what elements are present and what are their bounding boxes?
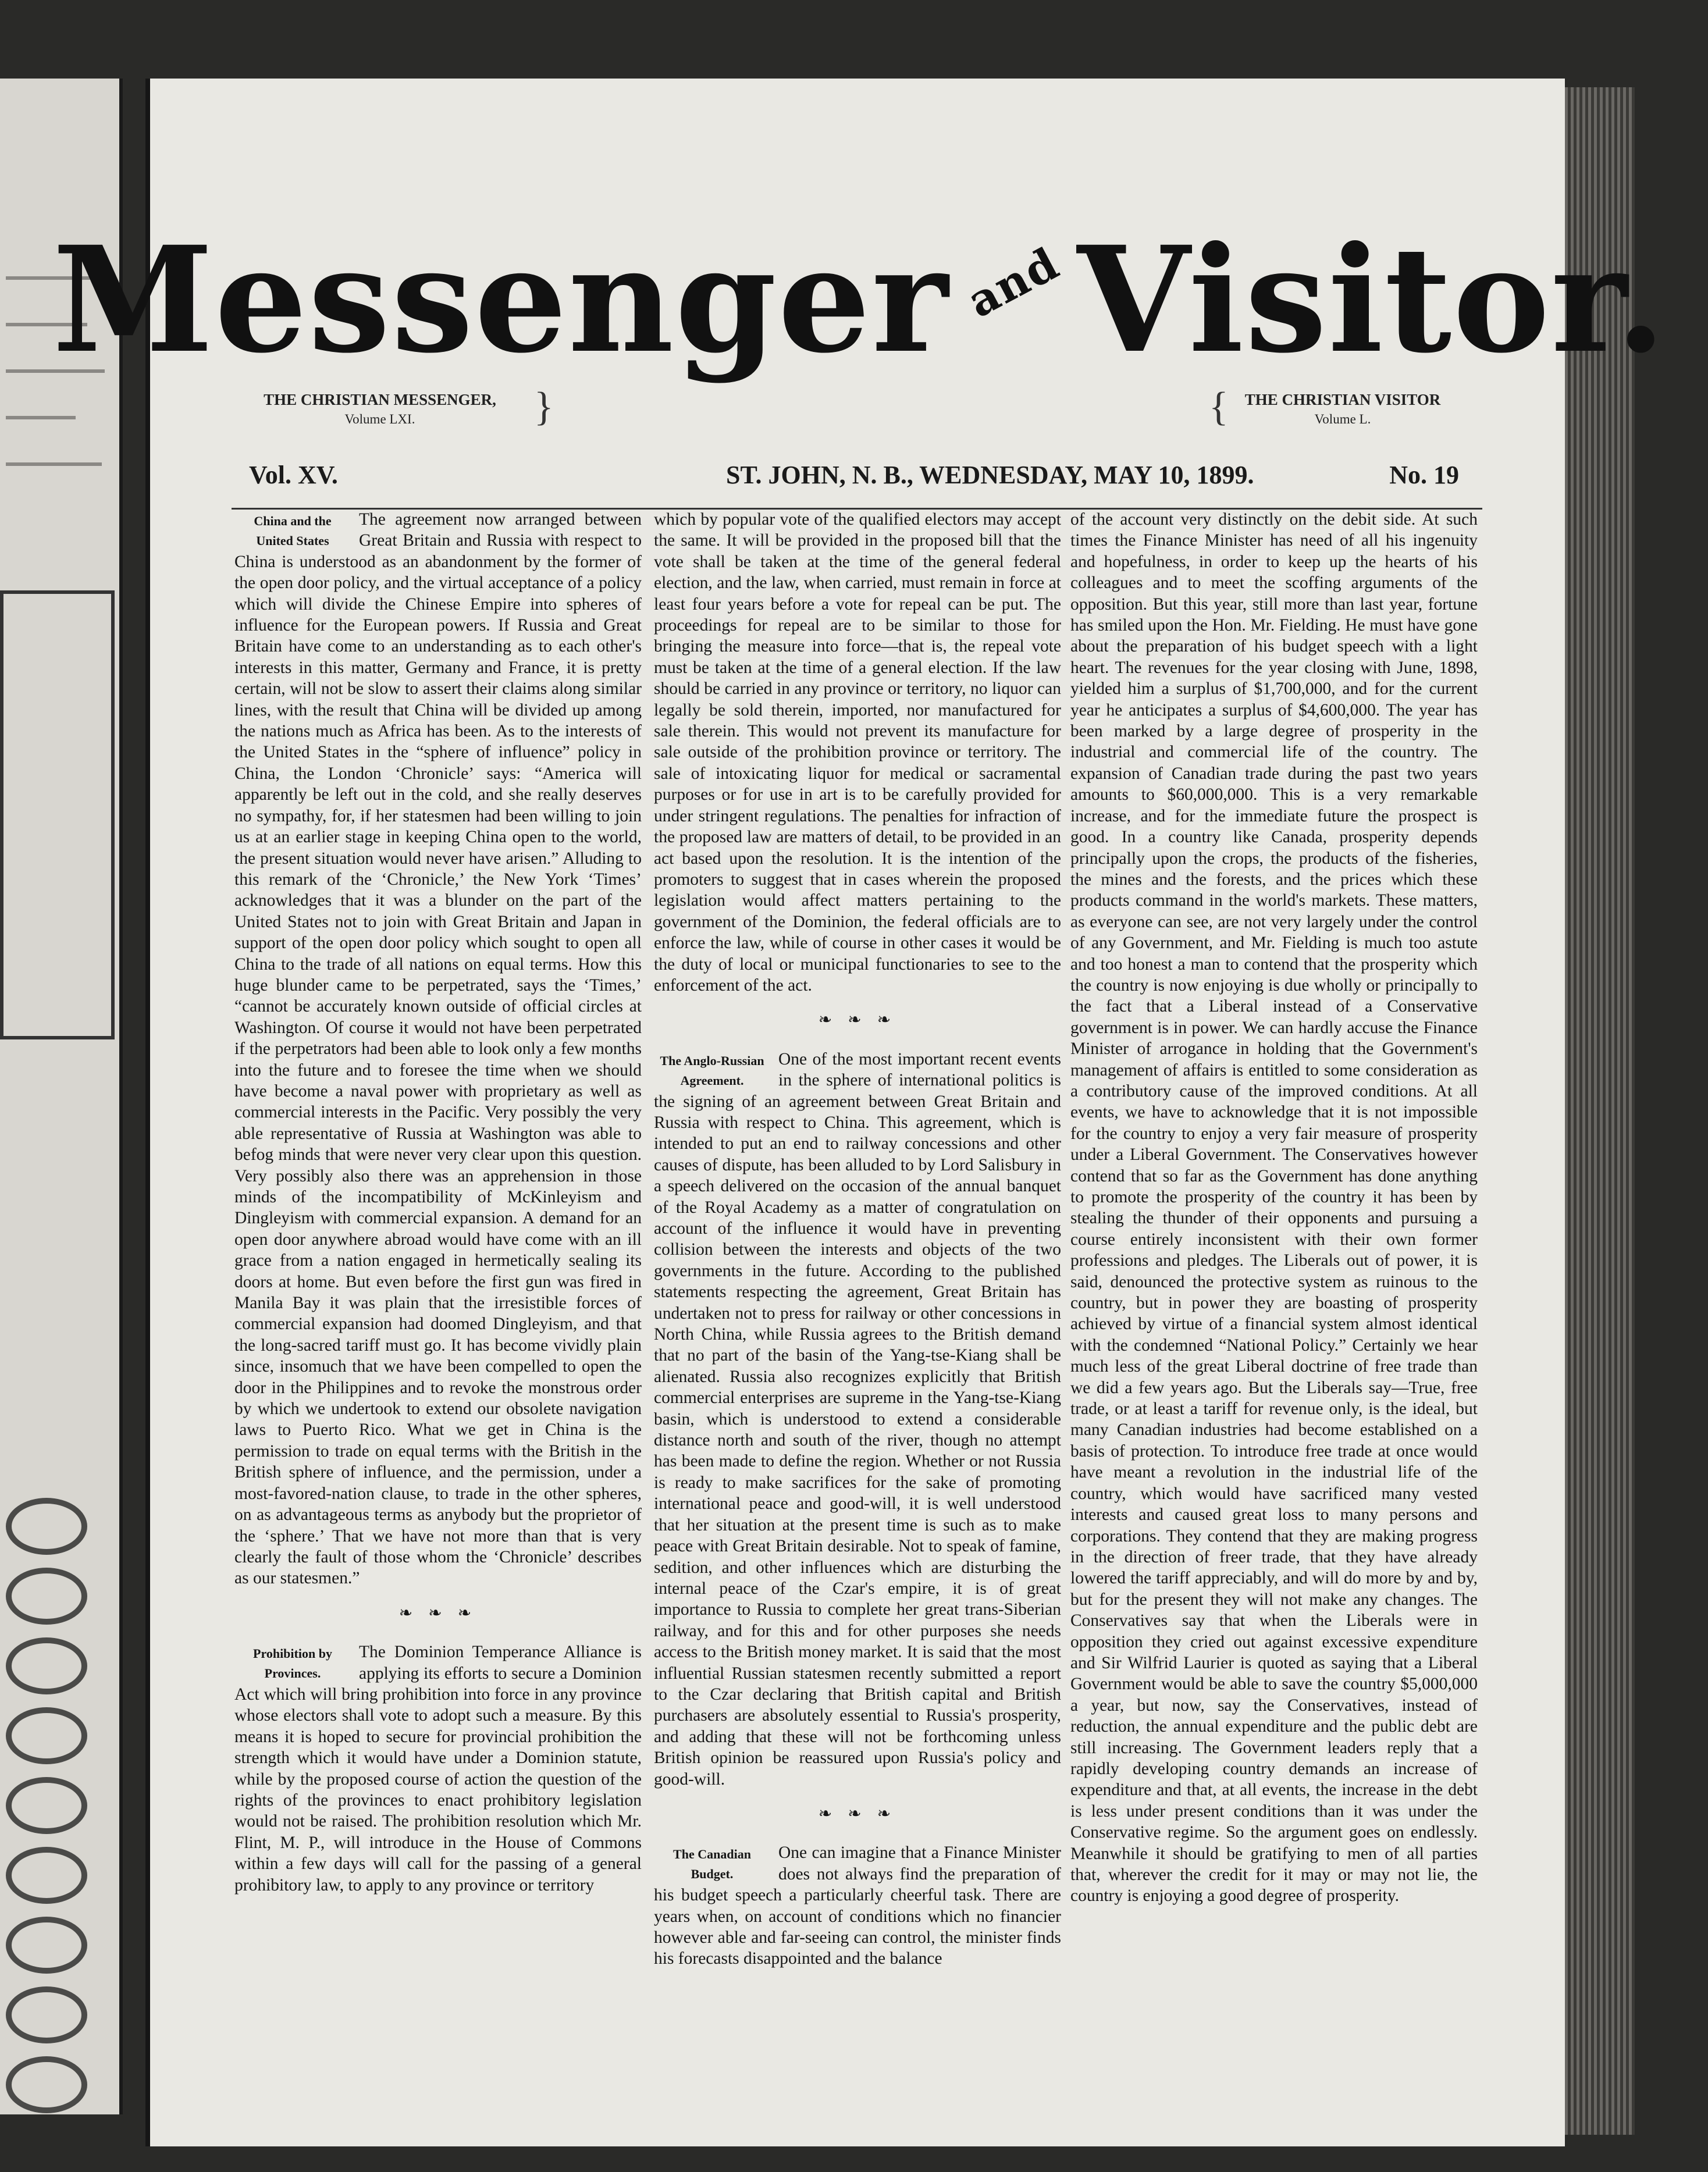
masthead-title-and: and — [959, 237, 1068, 327]
right-subtitle-name: THE CHRISTIAN VISITOR — [1244, 391, 1441, 408]
article-side-heading — [234, 511, 351, 551]
border-ornament — [6, 1986, 87, 2043]
article-body: The Dominion Temperance Alliance is applying its efforts to secure a Dominion Act which will bring prohibition into force in any province whose electors shall vote to adopt such a measure. By this means it is hoped to secure for provincial prohibition the strength which it would have under a Dominion statute, while by the proposed course of action the question of the rights of the provinces to enact prohibitory legislation would not be raised. The prohibition resolution which Mr. Flint, M. P., will introduce in the House of Commons within a few days will call for the passing of a general prohibitory law, to apply to any province or territory — [234, 1643, 642, 1895]
side-heading-line: China and the — [254, 514, 332, 528]
masthead-title — [52, 195, 1667, 404]
newspaper-page — [52, 79, 1667, 2146]
right-subtitle-volume: Volume L. — [1314, 412, 1371, 426]
article-body-continued: of the account very distinctly on the debit side. At such times the Finance Minister has need of all his ingenuity and hopefulness, in order to keep up the hearts of his colleagues and to meet the scoffing arguments of the opposition. But this year, still more than last year, fortune has smiled upon the Hon. Mr. Fielding. He must have gone about the preparation of his budget speech with a light heart. The revenues for the year closing with June, 1898, yielded him a surplus of $1,700,000, and for the current year he anticipates a surplus of $4,600,000. The year has been marked by a large degree of prosperity in the industrial and commercial life of the country. The expansion of Canadian trade during the past two years amounts to $60,000,000. This is a very remarkable increase, and for the immediate future the prospect is good. In a country like Canada, prosperity depends principally upon the crops, the products of the fisheries, the mines and the forests, and the prices which these products command in the world's markets. These matters, as everyone can see, are not very largely under the control of any Government, and Mr. Fielding is much too astute and too honest a man to contend that the prosperity which the country is now enjoying is due wholly or principally to the fact that a Liberal instead of a Conservative government is in power. We can hardly accuse the Finance Minister of arrogance in holding that the Government's management of affairs is entitled to some consideration as a contributory cause of the improved conditions. At all events, we have to acknowledge that it is not impossible for the country to enjoy a very fair measure of prosperity under a Liberal Government. The Conservatives however contend that so far as the Government has done anything to promote the prosperity of the country it has been by stealing the thunder of their opponents and pursuing a course entirely inconsistent with their own former professions and pledges. The Liberals out of power, it is said, denounced the protective system as ruinous to the country, but in power they are boasting of prosperity achieved by virtue of a financial system almost identical with the condemned “National Policy.” Certainly we hear much less of the great Liberal doctrine of free trade than we did a few years ago. But the Liberals say—True, free trade, or at least a tariff for revenue only, is the ideal, but many Canadian industries had become established on a basis of protection. To introduce free trade at once would have meant a revolution in the industrial life of the country, which would have sacrificed many vested interests and caused great loss to many persons and corporations. They contend that they are making progress in the direction of freer trade, that they have already lowered the tariff appreciably, and will do more by and by, but for the present they will not make any changes. The Conservatives say that when the Liberals were in opposition they cried out against excessive expenditure and Sir Wilfrid Laurier is quoted as saying that a Liberal Government would be able to save the country $5,000,000 a year, but now, say the Conservatives, instead of reduction, the annual expenditure and the public debt are still increasing. The Government leaders reply that a rapidly developing country demands an increase of expenditure and that, at all events, the increase in the debt is less under present conditions than it was under the Conservative regime. So the argument goes on endlessly. Meanwhile it should be gratifying to men of all parties that, wherever the credit for it may or may not lie, the country is enjoying a good degree of prosperity. — [1070, 510, 1478, 1906]
book-page-edges — [1565, 87, 1635, 2135]
place-date: ST. JOHN, N. B., WEDNESDAY, MAY 10, 1899. — [726, 461, 1254, 489]
article-body: The agreement now arranged between Great Britain and Russia with respect to China is understood as an abandonment by the former of the open door policy, and the virtual acceptance of a policy which will divide the Chinese Empire into spheres of influence for the European powers. If Russia and Great Britain have come to an understanding as to each other's interests in this matter, Germany and France, it is pretty certain, will not be slow to assert their claims along similar lines, with the result that China will be divided up among the nations much as Africa has been. As to the interests of the United States in the “sphere of influence” policy in China, the London ‘Chronicle’ says: “America will apparently be left out in the cold, and she really deserves no sympathy, for, if her statesmen had been willing to join us at an earlier stage in keeping China open to the world, the present situation would never have arisen.” Alluding to this remark of the ‘Chronicle,’ the New York ‘Times’ acknowledges that it was a blunder on the part of the United States not to join with Great Britain and Japan in support of the open door policy which sought to open all China to the trade of all nations on equal terms. How this huge blunder came to be perpetrated, says the ‘Times,’ “cannot be accurately known outside of official circles at Washington. Of course it would not have been perpetrated if the perpetrators had been able to look only a few months into the future and to foresee the time when we should have become a naval power with proprietary as well as commercial interests in the Pacific. Very possibly the very able representative of Russia at Washington was able to befog minds that were never very clear upon this question. Very possibly also there was an apprehension in those minds of the incompatibility of McKinleyism and Dingleyism with commercial expansion. A demand for an open door anywhere abroad would have come with an ill grace from a nation engaged in hermetically sealing its doors at home. But even before the first gun was fired in Manila Bay it was plain that the irresistible forces of commercial expansion had doomed Dingleyism, and that the long-sacred tariff must go. It has become vividly plain since, insomuch that we have been compelled to open the door in the Philippines and to revoke the monstrous order by which we undertook to extend our obsolete navigation laws to Puerto Rico. What we get in China is the permission to trade on equal terms with the British in the British sphere of influence, and the permission, under a most-favored-nation clause, to trade in the other spheres, on as advantageous terms as anybody but the proprietor of the ‘sphere.’ That we have not more than that is very clearly the fault of those whom the ‘Chronicle’ describes as our statesmen.” — [234, 510, 642, 1588]
volume-number: Vol. XV. — [249, 461, 338, 489]
article-body: One can imagine that a Finance Minister does not always find the preparation of his budget speech a particularly cheerful task. There are years when, on account of conditions which no financier however able and far-seeing can control, the minister finds his forecasts disappointed and the balance — [654, 1843, 1061, 1968]
border-ornament — [6, 1917, 87, 1974]
masthead-left-subtitle — [226, 390, 534, 429]
left-subtitle-name: THE CHRISTIAN MESSENGER, — [264, 391, 496, 408]
side-heading-line: United States — [256, 533, 329, 548]
left-subtitle-volume: Volume LXI. — [344, 412, 415, 426]
article-budget — [654, 1842, 1061, 1969]
adjacent-page-frame — [0, 590, 115, 1039]
section-ornament: ❧ ❧ ❧ — [818, 1804, 897, 1823]
side-heading-line: Prohibition by — [253, 1646, 332, 1661]
border-ornament — [6, 1707, 87, 1764]
adjacent-text-line — [6, 462, 102, 466]
dateline — [232, 455, 1482, 510]
masthead-title-left: Messenger — [52, 214, 949, 385]
side-heading-line: Budget. — [691, 1867, 734, 1882]
article-anglo-russian — [654, 1049, 1061, 1790]
column-2 — [654, 509, 1061, 1970]
column-1 — [234, 509, 642, 1896]
section-ornament: ❧ ❧ ❧ — [818, 1011, 897, 1030]
column-3 — [1070, 509, 1478, 1907]
masthead-title-right: Visitor. — [1077, 214, 1667, 385]
side-heading-line: Agreement. — [680, 1073, 744, 1088]
article-body: One of the most important recent events in the sphere of international politics is the signing of an agreement between Great Britain and Russia with respect to China. This agreement, which is intended to put an end to railway concessions and other causes of dispute, has been alluded to by Lord Salisbury in a speech delivered on the occasion of the annual banquet of the Royal Academy as a matter of congratulation on account of the influence it would have in preventing collision between the interests and objects of the two governments in the future. According to the published statements respecting the agreement, Great Britain has undertaken not to press for railway or other concessions in North China, while Russia agrees to the British demand that no part of the basin of the Yang-tse-Kiang shall be alienated. Russia also recognizes explicitly that British commercial enterprises are supreme in the Yang-tse-Kiang basin, which is understood to extend a considerable distance north and south of the river, though no attempt has been made to define the region. Whether or not Russia is ready to make sacrifices for the sake of promoting international peace and good-will, it is well understood that her situation at the present time is such as to make peace with Great Britain desirable. Not to speak of famine, sedition, and other influences which are disturbing the internal peace of the Czar's empire, it is of great importance to Russia to complete her great trans-Siberian railway, and for this and for other purposes she needs access to the British money market. It is said that the most influential Russian statesmen recently submitted a report to the Czar declaring that British capital and British purchasers are absolutely essential to Russia's prosperity, and adding that these will not be forthcoming unless British opinion be reassured upon Russia's policy and good-will. — [654, 1049, 1061, 1789]
article-side-heading — [654, 1051, 770, 1091]
section-ornament: ❧ ❧ ❧ — [398, 1604, 478, 1622]
border-ornament — [6, 1568, 87, 1625]
masthead-right-subtitle — [1197, 390, 1488, 429]
article-prohibition — [234, 1642, 642, 1896]
border-ornament — [6, 1777, 87, 1834]
brace-icon: { — [1209, 384, 1229, 429]
side-heading-line: The Canadian — [673, 1847, 751, 1862]
border-ornament — [6, 1498, 87, 1555]
article-body-continued: which by popular vote of the qualified electors may accept the same. It will be provided in the proposed bill that the vote shall be taken at the time of the general federal election, and the law, when carried, must remain in force at least four years before a vote for repeal can be put. The proceedings for repeal are to be similar to those for bringing the measure into force—that is, the repeal vote must be taken at the time of a general election. If the law should be carried in any province or territory, no liquor can legally be sold therein, imported, nor manufactured for sale therein. This would not prevent its manufacture for sale outside of the prohibition province or territory. The sale of intoxicating liquor for medical or sacramental purposes or for use in art is to be carefully provided for under stringent regulations. The penalties for infraction of the proposed law are matters of detail, to be provided in an act based upon the resolution. It is the intention of the promoters to suggest that in cases wherein the proposed legislation would affect matters pertaining to the government of the Dominion, the federal officials are to enforce the law, while of course in other cases it would be the duty of local or municipal functionaries to see to the enforcement of the act. — [654, 510, 1061, 995]
side-heading-line: Provinces. — [264, 1666, 321, 1681]
article-side-heading — [234, 1644, 351, 1683]
border-ornament — [6, 2056, 87, 2113]
issue-number: No. 19 — [1389, 461, 1459, 489]
border-ornament — [6, 1847, 87, 1904]
brace-icon: } — [534, 384, 554, 429]
side-heading-line: The Anglo-Russian — [660, 1053, 764, 1068]
border-ornament — [6, 1637, 87, 1694]
article-side-heading — [654, 1845, 770, 1884]
adjacent-text-line — [6, 416, 76, 419]
article-china — [234, 509, 642, 1589]
